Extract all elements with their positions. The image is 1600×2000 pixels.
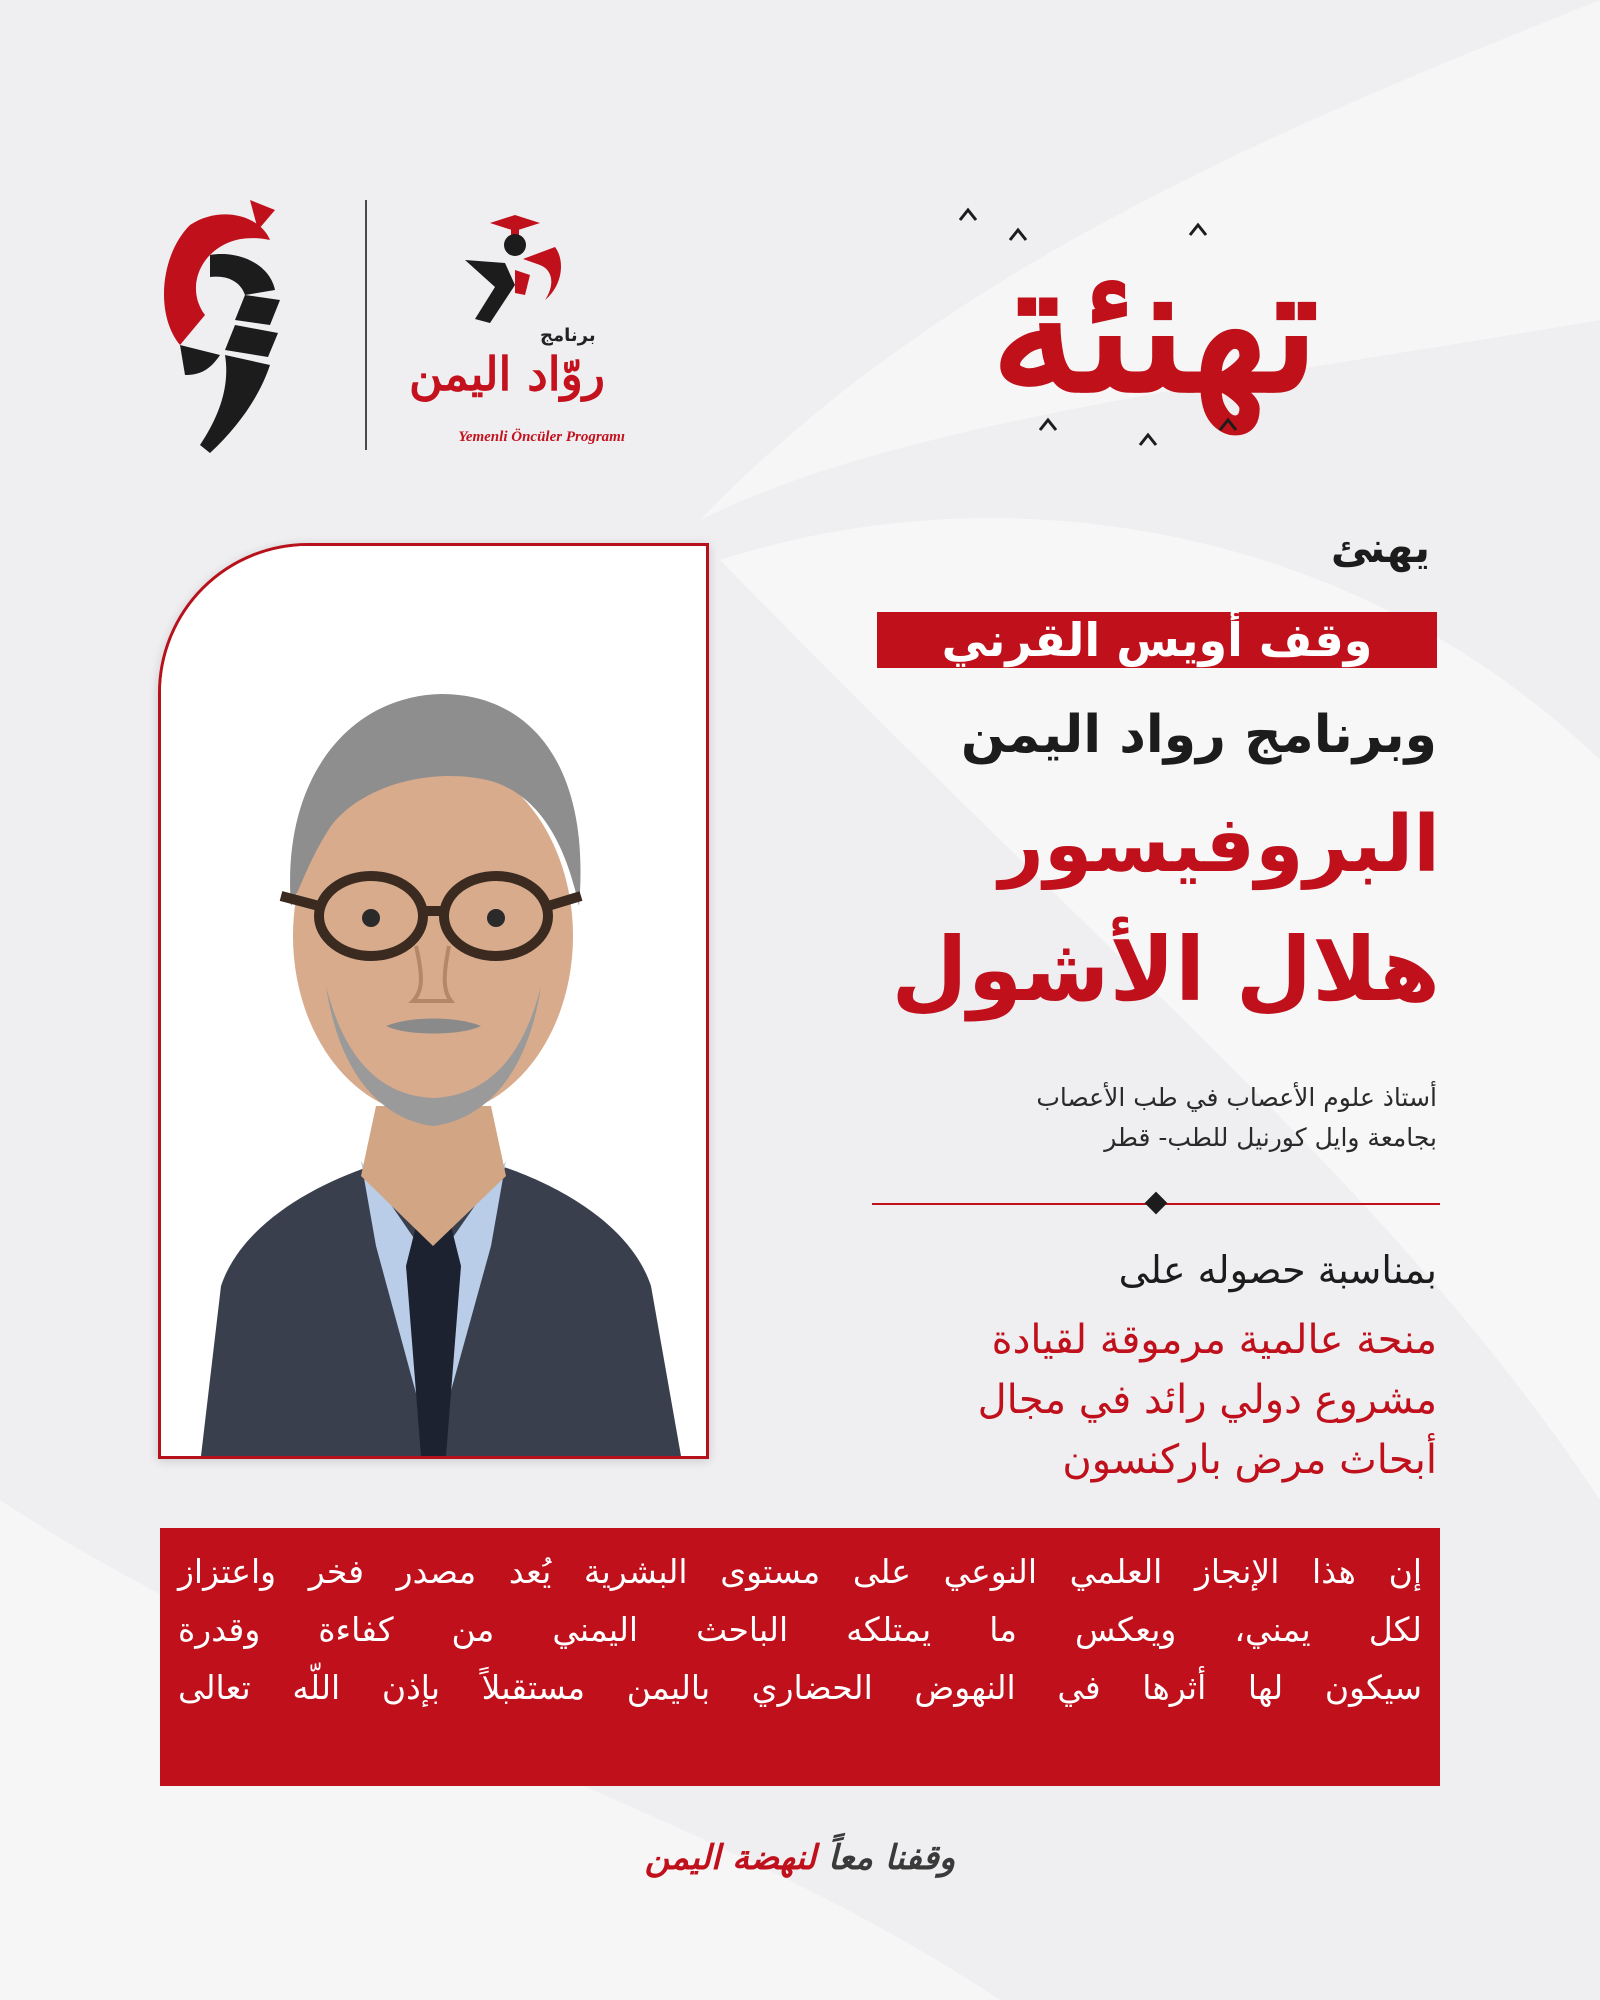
statement-line: لكل يمني، ويعكس ما يمتلكه الباحث اليمني من كفاءة وقدرة: [178, 1610, 1422, 1649]
portrait-photo: [161, 546, 706, 1456]
title-calligraphy: تهنئة: [990, 227, 1320, 432]
waqf-awais-logo-icon: [150, 195, 310, 455]
footer-slogan: [620, 1838, 980, 1878]
program-logo: [385, 215, 625, 455]
honoree-role: [1036, 1078, 1437, 1158]
congratulates-label: يهنئ: [1330, 523, 1430, 572]
slogan-part: وقفنا معاً: [827, 1838, 956, 1878]
achievement-line: مشروع دولي رائد في مجال: [977, 1377, 1437, 1423]
statement-banner: [160, 1528, 1440, 1786]
graduate-figure-icon: [445, 215, 575, 325]
logo-divider: [365, 200, 367, 450]
honoree-name: هلال الأشول: [891, 918, 1440, 1021]
program-prefix: برنامج: [540, 325, 596, 346]
portrait-card: [158, 543, 709, 1459]
program-latin-name: Yemenli Öncüler Programı: [458, 429, 625, 445]
occasion-text: بمناسبة حصوله على: [1118, 1248, 1437, 1292]
slogan-part: لنهضة اليمن: [644, 1838, 817, 1878]
achievement-line: منحة عالمية مرموقة لقيادة: [991, 1317, 1437, 1363]
program-name: روّاد اليمن: [409, 347, 605, 401]
honoree-role-line: أستاذ علوم الأعصاب في طب الأعصاب: [1036, 1083, 1437, 1112]
honoree-role-line: بجامعة وايل كورنيل للطب- قطر: [1104, 1123, 1437, 1152]
org-name-banner: وقف أويس القرني: [877, 612, 1437, 668]
honoree-title: البروفيسور: [999, 800, 1440, 890]
statement-line: إن هذا الإنجاز العلمي النوعي على مستوى البشرية يُعد مصدر فخر واعتزاز: [178, 1552, 1422, 1591]
achievement-line: أبحاث مرض باركنسون: [1062, 1437, 1437, 1483]
achievement-text: [978, 1310, 1437, 1490]
statement-line: سيكون لها أثرها في النهوض الحضاري باليمن مستقبلاً بإذن اللّه تعالى: [178, 1668, 1422, 1707]
program-line: وبرنامج رواد اليمن: [960, 705, 1437, 765]
